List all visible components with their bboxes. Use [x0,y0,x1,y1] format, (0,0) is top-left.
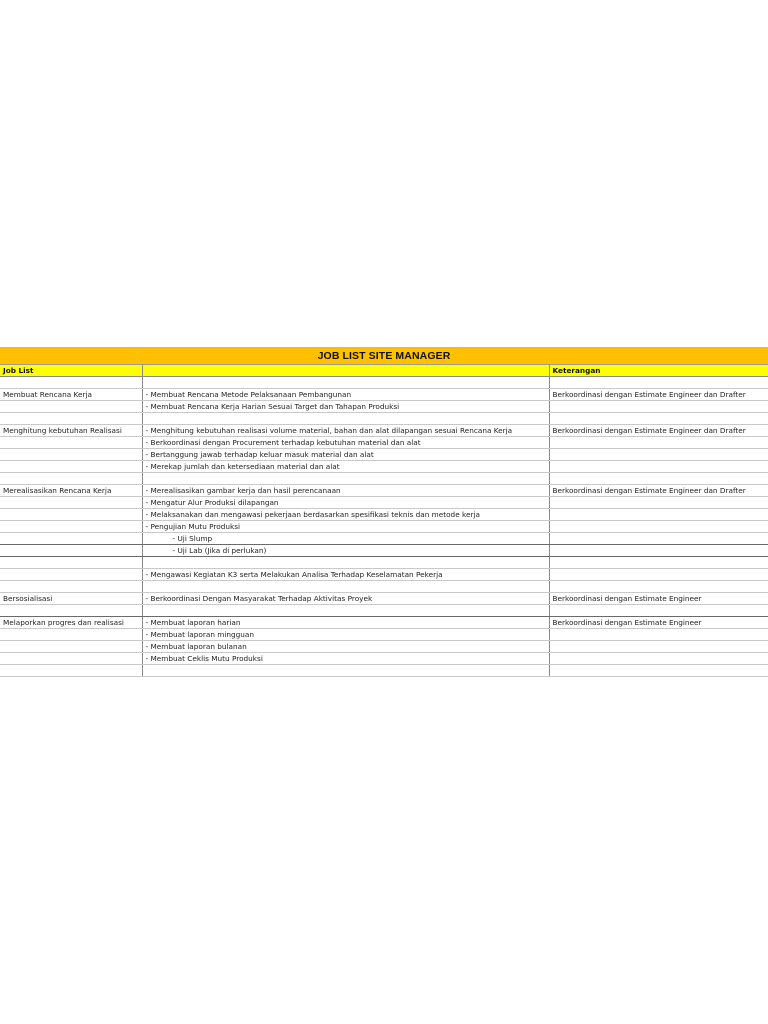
cell-detail: - Menghitung kebutuhan realisasi volume material, bahan dan alat dilapangan sesuai Rencana Kerja [142,425,549,437]
cell-detail: - Mengawasi Kegiatan K3 serta Melakukan Analisa Terhadap Keselamatan Pekerja [142,569,549,581]
table-row [0,521,768,533]
cell-detail: - Membuat laporan harian [142,617,549,629]
table-row [0,545,768,557]
cell-keterangan [549,473,768,485]
cell-job [0,413,142,425]
table-row [0,641,768,653]
cell-job [0,461,142,473]
cell-detail: - Uji Slump [142,533,549,545]
cell-keterangan [549,401,768,413]
table-row [0,389,768,401]
cell-job [0,653,142,665]
cell-detail [142,581,549,593]
table-row [0,581,768,593]
header-keterangan: Keterangan [549,365,768,377]
cell-keterangan [549,377,768,389]
table-row [0,533,768,545]
table-row [0,413,768,425]
cell-keterangan [549,545,768,557]
table-row [0,509,768,521]
table-row [0,665,768,677]
cell-keterangan [549,557,768,569]
cell-detail [142,665,549,677]
cell-detail: - Berkoordinasi Dengan Masyarakat Terhadap Aktivitas Proyek [142,593,549,605]
cell-keterangan [549,665,768,677]
cell-job [0,497,142,509]
cell-job: Membuat Rencana Kerja [0,389,142,401]
header-job-list: Job List [0,365,142,377]
cell-detail: - Melaksanakan dan mengawasi pekerjaan berdasarkan spesifikasi teknis dan metode kerja [142,509,549,521]
cell-job [0,437,142,449]
cell-job [0,629,142,641]
table-row [0,449,768,461]
cell-job: Bersosialisasi [0,593,142,605]
cell-keterangan [549,449,768,461]
table-row [0,593,768,605]
cell-keterangan [549,569,768,581]
cell-job [0,473,142,485]
cell-detail [142,557,549,569]
cell-detail: - Berkoordinasi dengan Procurement terhadap kebutuhan material dan alat [142,437,549,449]
cell-keterangan [549,605,768,617]
cell-job [0,533,142,545]
cell-keterangan [549,461,768,473]
cell-job [0,449,142,461]
cell-job [0,377,142,389]
cell-keterangan [549,653,768,665]
table-row [0,497,768,509]
cell-keterangan: Berkoordinasi dengan Estimate Engineer [549,617,768,629]
cell-keterangan: Berkoordinasi dengan Estimate Engineer [549,593,768,605]
cell-job [0,545,142,557]
table-row [0,437,768,449]
cell-keterangan [549,497,768,509]
cell-detail: - Bertanggung jawab terhadap keluar masuk material dan alat [142,449,549,461]
cell-job [0,581,142,593]
header-detail [142,365,549,377]
table-row [0,473,768,485]
cell-keterangan: Berkoordinasi dengan Estimate Engineer dan Drafter [549,389,768,401]
cell-keterangan [549,641,768,653]
job-table [0,365,768,677]
cell-keterangan [549,437,768,449]
table-row [0,485,768,497]
cell-detail [142,473,549,485]
cell-keterangan [549,581,768,593]
cell-detail: - Mengatur Alur Produksi dilapangan [142,497,549,509]
cell-detail [142,605,549,617]
cell-job [0,665,142,677]
table-row [0,401,768,413]
cell-keterangan [549,629,768,641]
cell-keterangan [549,509,768,521]
cell-job [0,605,142,617]
table-row [0,629,768,641]
table-row [0,605,768,617]
cell-job [0,557,142,569]
table-row [0,461,768,473]
cell-job [0,401,142,413]
cell-keterangan: Berkoordinasi dengan Estimate Engineer dan Drafter [549,425,768,437]
cell-detail: - Membuat laporan mingguan [142,629,549,641]
cell-keterangan [549,533,768,545]
cell-detail: - Membuat laporan bulanan [142,641,549,653]
cell-keterangan [549,413,768,425]
table-row [0,653,768,665]
cell-job [0,509,142,521]
cell-detail [142,413,549,425]
header-row [0,365,768,377]
table-row [0,557,768,569]
sheet-title: JOB LIST SITE MANAGER [317,350,451,362]
table-row [0,617,768,629]
table-row [0,569,768,581]
job-list-sheet [0,347,768,677]
cell-job [0,569,142,581]
cell-detail: - Membuat Ceklis Mutu Produksi [142,653,549,665]
cell-keterangan [549,521,768,533]
cell-detail: - Membuat Rencana Kerja Harian Sesuai Target dan Tahapan Produksi [142,401,549,413]
cell-detail: - Merealisasikan gambar kerja dan hasil perencanaan [142,485,549,497]
cell-job: Menghitung kebutuhan Realisasi [0,425,142,437]
title-bar [0,347,768,365]
cell-job: Merealisasikan Rencana Kerja [0,485,142,497]
cell-detail: - Membuat Rencana Metode Pelaksanaan Pembangunan [142,389,549,401]
table-row [0,377,768,389]
cell-detail [142,377,549,389]
job-table-body [0,365,768,677]
cell-detail: - Uji Lab (Jika di perlukan) [142,545,549,557]
cell-job [0,641,142,653]
cell-job [0,521,142,533]
cell-keterangan: Berkoordinasi dengan Estimate Engineer dan Drafter [549,485,768,497]
table-row [0,425,768,437]
cell-detail: - Pengujian Mutu Produksi [142,521,549,533]
cell-job: Melaporkan progres dan realisasi [0,617,142,629]
cell-detail: - Merekap jumlah dan ketersediaan material dan alat [142,461,549,473]
